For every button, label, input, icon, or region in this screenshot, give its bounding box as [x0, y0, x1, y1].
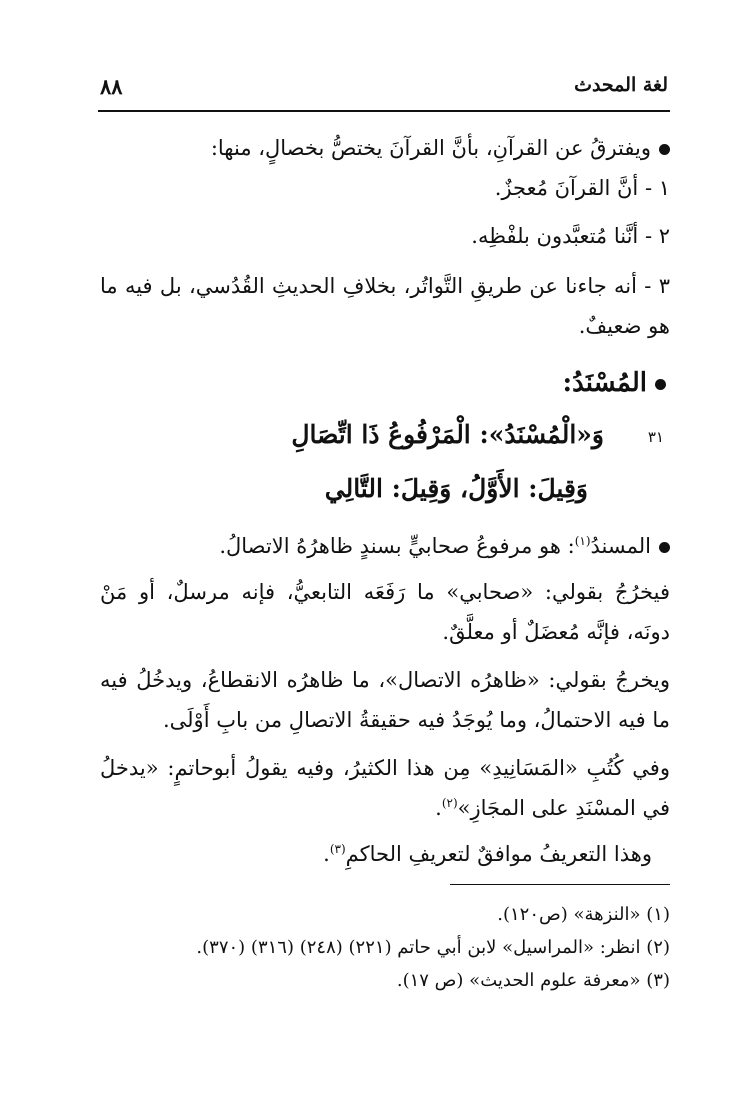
body-paragraph: [100, 572, 670, 652]
definition-paragraph: [100, 526, 670, 566]
list-item-text: ٣ - أنه جاءنا عن طريقِ التَّواتُر، بخلافِ الحديثِ القُدُسي، بل فيه ما هو ضعيفٌ.: [100, 274, 670, 338]
list-item: [100, 266, 670, 346]
body-paragraph: [100, 834, 670, 874]
paragraph-end: .: [323, 842, 330, 866]
footnote: (٢) انظر: «المراسيل» لابن أبي حاتم (٢٢١) (٢٤٨) (٣١٦) (٣٧٠).: [196, 937, 670, 958]
bullet-icon: [659, 144, 670, 155]
verse-line-1: [100, 420, 664, 460]
header-rule: [98, 110, 670, 112]
page-number: ٨٨: [100, 74, 123, 99]
footnote-ref: (٢): [441, 796, 458, 810]
footnote: (٣) «معرفة علوم الحديث» (ص ١٧).: [396, 970, 670, 991]
verse-text-2: وَقِيلَ: الأَوَّلُ، وَقِيلَ: التَّالِي: [324, 474, 588, 503]
bullet-icon: [659, 542, 670, 553]
running-title: لغة المحدث: [574, 74, 668, 96]
definition-text: : هو مرفوعُ صحابيٍّ بسندٍ ظاهرُهُ الاتصالُ.: [219, 534, 575, 558]
paragraph-text: ويخرجُ بقولي: «ظاهرُه الاتصال»، ما ظاهرُه الانقطاعُ، ويدخُلُ فيه ما فيه الاحتمالُ، وما يُوجَدُ فيه حقيقةُ الاتصالِ من بابِ أَوْلَى.: [100, 668, 670, 732]
list-item-text: ١ - أنَّ القرآنَ مُعجزٌ.: [494, 176, 670, 200]
footnote-rule: [450, 884, 670, 885]
body-paragraph: [100, 660, 670, 740]
section-heading-text: المُسْنَدُ:: [562, 368, 647, 398]
body-paragraph: [100, 748, 670, 828]
intro-text: ويفترقُ عن القرآنِ، بأنَّ القرآنَ يختصُّ بخصالٍ، منها:: [210, 136, 651, 160]
bullet-icon: [655, 379, 666, 390]
paragraph-end: .: [435, 796, 442, 820]
footnote-ref: (٣): [329, 842, 346, 856]
footnotes: [100, 898, 670, 997]
list-item: [100, 168, 670, 208]
footnote-ref: (١): [574, 534, 591, 548]
intro-paragraph: [100, 128, 670, 168]
verse-number: ٣١: [647, 428, 664, 446]
footnote: (١) «النزهة» (ص١٢٠).: [497, 904, 670, 925]
list-item-text: ٢ - أنَّنا مُتعبَّدون بلفْظِه.: [471, 224, 670, 248]
verse-text-1: وَ«الْمُسْنَدُ»: الْمَرْفُوعُ ذَا اتِّصَالِ: [291, 420, 604, 449]
running-head: [100, 74, 668, 104]
section-heading: [563, 368, 666, 398]
list-item: [100, 216, 670, 256]
paragraph-text: وهذا التعريفُ موافقٌ لتعريفِ الحاكمِ: [345, 842, 652, 866]
definition-term: المسندُ: [590, 534, 651, 558]
paragraph-text: فيخرُجُ بقولي: «صحابي» ما رَفَعَه التابعيُّ، فإنه مرسلٌ، أو مَنْ دونَه، فإنَّه مُعضَلٌ أو معلَّقٌ.: [100, 580, 670, 644]
verse-line-2: [100, 474, 588, 503]
paragraph-text: وفي كُتُبِ «المَسَانِيدِ» مِن هذا الكثيرُ، وفيه يقولُ أبوحاتمٍ: «يدخلُ في المسْنَدِ على المجَازِ»: [100, 756, 670, 820]
